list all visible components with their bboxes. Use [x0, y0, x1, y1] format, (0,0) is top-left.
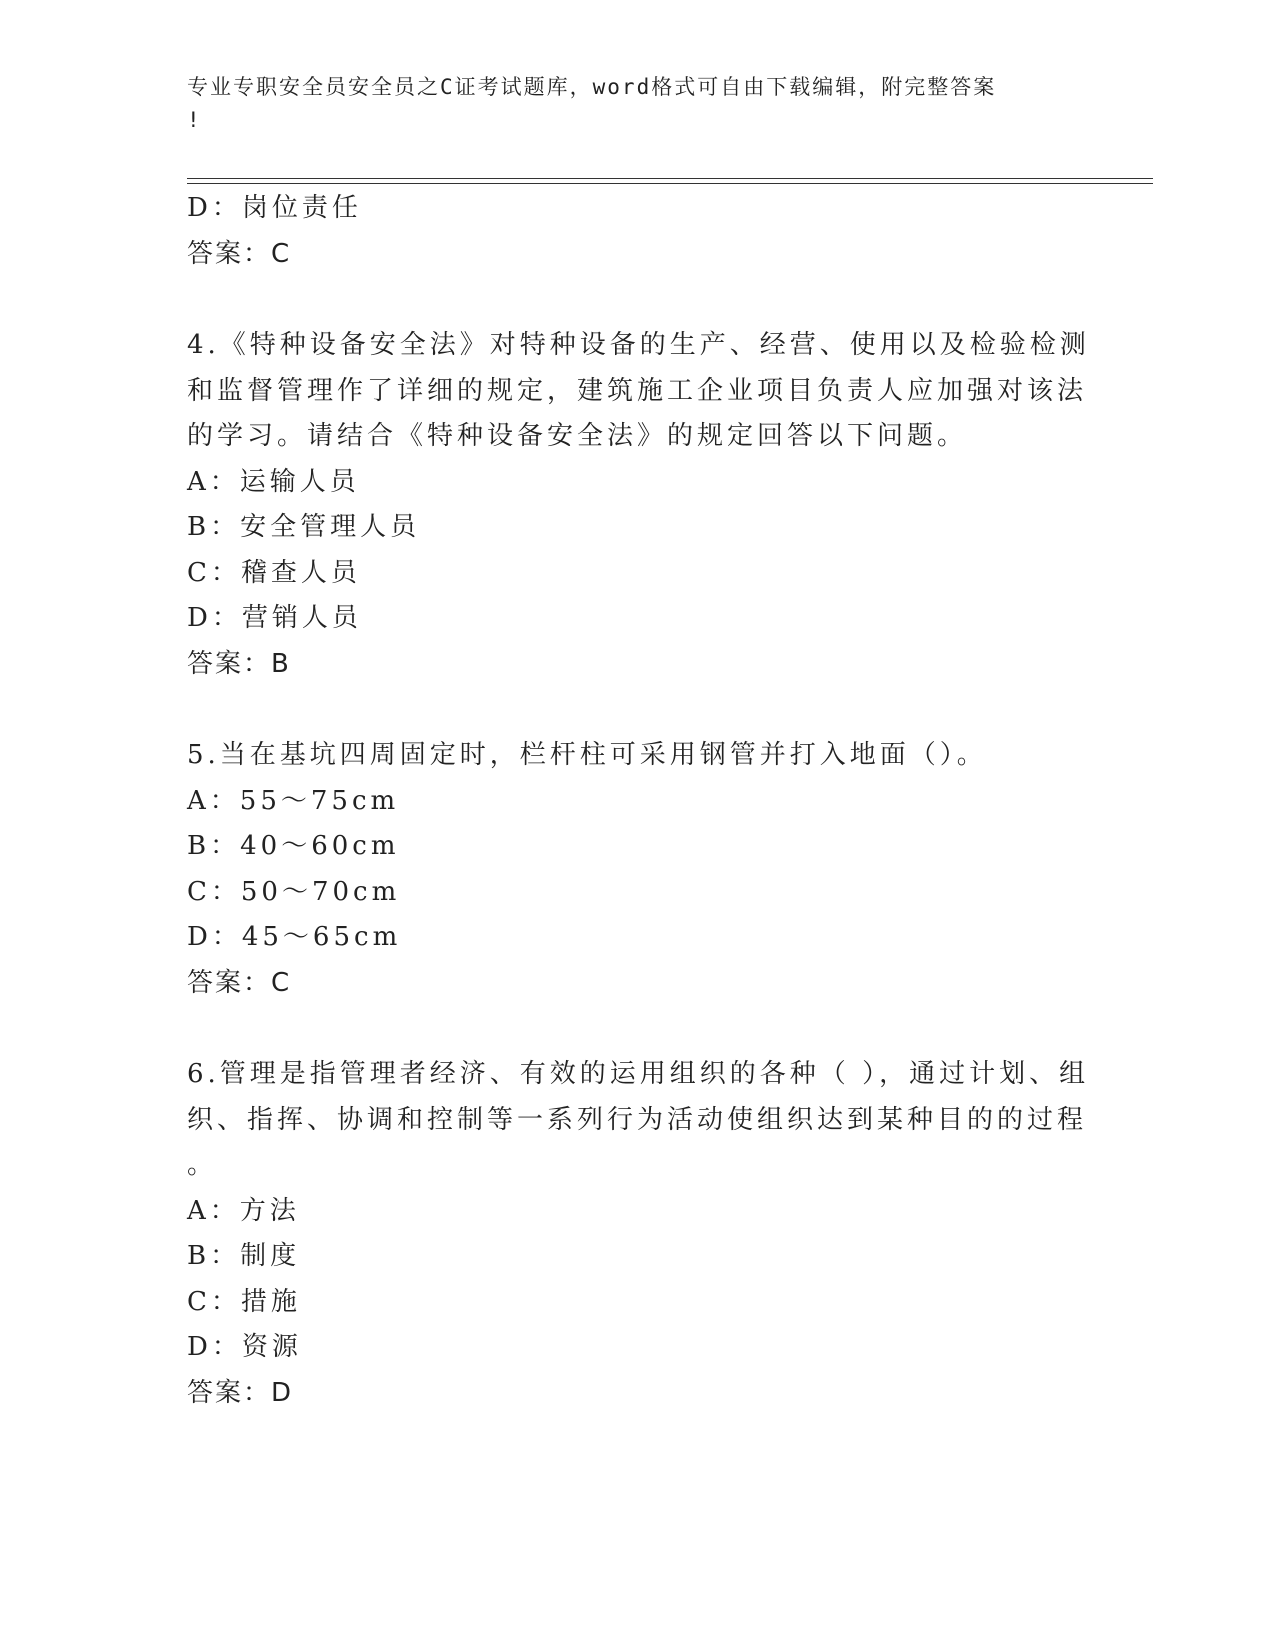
option-d: D：45～65cm: [187, 922, 402, 952]
option-a: A：运输人员: [187, 466, 360, 497]
question-text-line: 5.当在基坑四周固定时，栏杆柱可采用钢管并打入地面（）。: [187, 740, 987, 770]
option-d: D：营销人员: [187, 603, 362, 633]
option-a: A：方法: [187, 1195, 300, 1226]
question-6: [187, 1052, 1090, 1416]
question-text-line: 的学习。请结合《特种设备安全法》的规定回答以下问题。: [187, 421, 968, 451]
option-b: B：安全管理人员: [187, 512, 421, 542]
header-title-continuation: !: [187, 108, 202, 132]
header-title-line: 专业专职安全员安全员之C证考试题库，word格式可自由下载编辑，附完整答案: [187, 75, 997, 99]
question-text-line: 。: [187, 1150, 218, 1180]
question-5: [187, 733, 1087, 1006]
question-4: [187, 323, 1090, 687]
question-text-line: 6.管理是指管理者经济、有效的运用组织的各种（ ），通过计划、组: [187, 1059, 1090, 1089]
prev-option-d: D：岗位责任: [187, 193, 362, 223]
option-b: B：40～60cm: [187, 831, 400, 861]
option-c: C：50～70cm: [187, 876, 401, 907]
header-divider-top: [187, 178, 1153, 179]
answer: 答案：B: [187, 648, 291, 679]
option-c: C：稽查人员: [187, 557, 361, 588]
option-b: B：制度: [187, 1241, 301, 1271]
question-text-line: 和监督管理作了详细的规定，建筑施工企业项目负责人应加强对该法: [187, 375, 1088, 406]
document-body: [187, 186, 1090, 1416]
option-d: D：资源: [187, 1332, 302, 1362]
question-text-line: 4.《特种设备安全法》对特种设备的生产、经营、使用以及检验检测: [187, 330, 1090, 360]
page-header: [187, 71, 1067, 137]
option-c: C：措施: [187, 1286, 301, 1317]
option-a: A：55～75cm: [187, 785, 400, 816]
question-text-line: 织、指挥、协调和控制等一系列行为活动使组织达到某种目的的过程: [187, 1104, 1088, 1135]
header-divider-bottom: [187, 183, 1153, 184]
answer: 答案：C: [187, 967, 292, 998]
prev-answer: 答案：C: [187, 238, 292, 269]
answer: 答案：D: [187, 1377, 294, 1408]
